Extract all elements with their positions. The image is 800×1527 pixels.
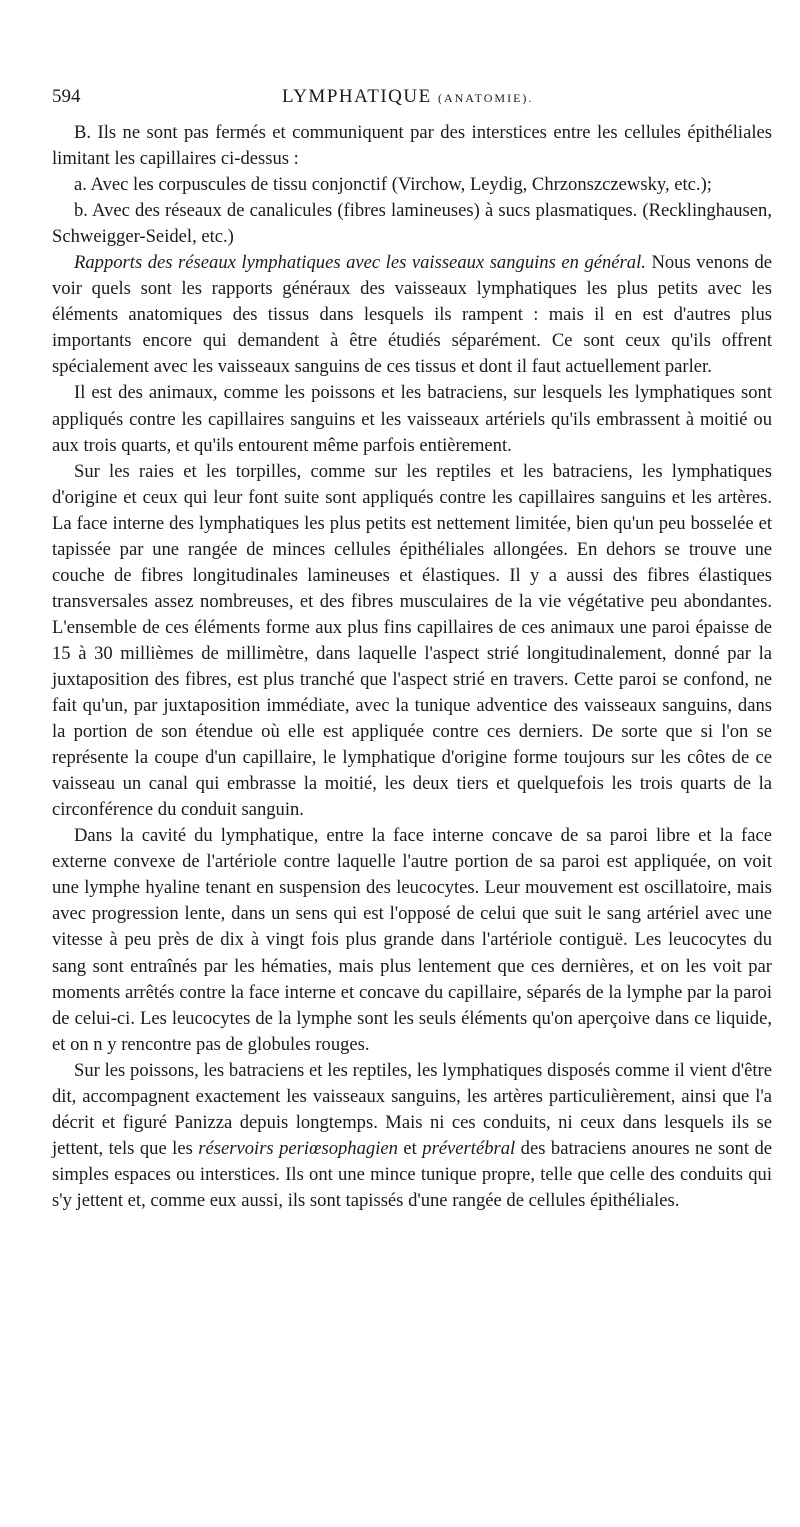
paragraph-cavite: Dans la cavité du lymphatique, entre la face interne concave de sa paroi libre et la face externe convexe de l'artériole contre laquelle l'autre portion de sa paroi est appliquée, on voit une lymphe hyaline tenant en suspension des leucocytes. Leur mouvement est oscillatoire, mais avec progression lente, dans un sens qui est l'opposé de celui que suit le sang artériel avec une vitesse à peu près de dix à vingt fois plus grande dans l'artériole contiguë. Les leucocytes du sang sont entraînés par les hématies, mais plus lentement que ces dernières, et on les voit par moments arrêtés contre la face interne et concave du capillaire, séparés de la lymphe par la paroi de celui-ci. Les leucocytes de la lymphe sont les seuls éléments qu'on aperçoive dans ce liquide, et on n y rencontre pas de globules rouges. [52,825,772,1055]
document-page [52,86,772,1214]
page-number: 594 [52,86,81,107]
term-reservoirs: réservoirs periœsophagien [198,1137,398,1159]
paragraph-poissons-b: et [397,1137,423,1159]
body-text [52,120,772,1214]
running-title [282,86,533,108]
paragraph-poissons-a: Sur les poissons, les batraciens et les reptiles, les lymphatiques disposés comme il vient d'être dit, accompagnent exactement les vaisseaux sanguins, les artères particulièrement, ainsi que l'a décrit et figuré Panizza depuis longtemps. Mais ni ces conduits, ni ceux dans lesquels ils se jettent, tels que les [52,1059,772,1159]
running-title-sub: (ANATOMIE). [437,91,534,105]
running-title-main: LYMPHATIQUE [282,86,432,107]
paragraph-b-b: b. Avec des réseaux de canalicules (fibres lamineuses) à sucs plasmatiques. (Recklinghausen, Schweigger-Seidel, etc.) [52,200,772,248]
paragraph-rapports-text: Nous venons de voir quels sont les rapports généraux des vaisseaux lymphatiques les plus petits avec les éléments anatomiques des tissus dans lesquels ils rampent : mais il en est d'autres plus importants encore qui demandent à être étudiés séparément. Ce sont ceux qu'ils offrent spécialement avec les vaisseaux sanguins de ces tissus et dont il faut actuellement parler. [52,252,772,378]
paragraph-poissons [52,1058,772,1214]
term-prevertebral: prévertébral [422,1137,516,1159]
paragraph-b: B. Ils ne sont pas fermés et communiquent par des interstices entre les cellules épithéliales limitant les capillaires ci-dessus : [52,122,772,170]
paragraph-b-a: a. Avec les corpuscules de tissu conjonctif (Virchow, Leydig, Chrzonszczewsky, etc.); [74,174,712,196]
paragraph-animaux: Il est des animaux, comme les poissons et les batraciens, sur lesquels les lymphatiques sont appliqués contre les capillaires sanguins et les vaisseaux artériels qu'ils embrassent à moitié ou aux trois quarts, et qu'ils entourent même parfois entièrement. [52,382,772,456]
paragraph-raies: Sur les raies et les torpilles, comme sur les reptiles et les batraciens, les lymphatiques d'origine et ceux qui leur font suite sont appliqués contre les capillaires sanguins et les artères. La face interne des lymphatiques les plus petits est nettement limitée, bien qu'un peu bosselée et tapissée par une rangée de minces cellules épithéliales allongées. En dehors se trouve une couche de fibres longitudinales lamineuses et élastiques. Il y a aussi des fibres élastiques transversales assez nombreuses, et des fibres musculaires de la vie végétative peu abondantes. L'ensemble de ces éléments forme aux plus fins capillaires de ces animaux une paroi épaisse de 15 à 30 millièmes de millimètre, dans laquelle l'aspect strié longitudinalement, donné par la juxtaposition des fibres, est plus tranché que l'aspect strié en travers. Cette paroi se confond, ne fait qu'un, par juxtaposition immédiate, avec la tunique adventice des vaisseaux sanguins, dans la portion de son étendue où elle est appliquée contre ces derniers. De sorte que si l'on se représente la coupe d'un capillaire, le lymphatique d'origine forme toujours sur les côtes de ce vaisseau un canal qui embrasse la moitié, les deux tiers et quelquefois les trois quarts de la circonférence du conduit sanguin. [52,460,772,821]
section-heading: Rapports des réseaux lymphatiques avec les vaisseaux sanguins en général. [74,252,646,274]
paragraph-poissons-c: des batraciens anoures ne sont de simples espaces ou interstices. Ils ont une mince tunique propre, telle que celle des conduits qui s'y jettent et, comme eux aussi, ils sont tapissés d'une rangée de cellules épithéliales. [52,1137,773,1211]
paragraph-rapports [52,250,772,380]
page-header [52,86,772,114]
